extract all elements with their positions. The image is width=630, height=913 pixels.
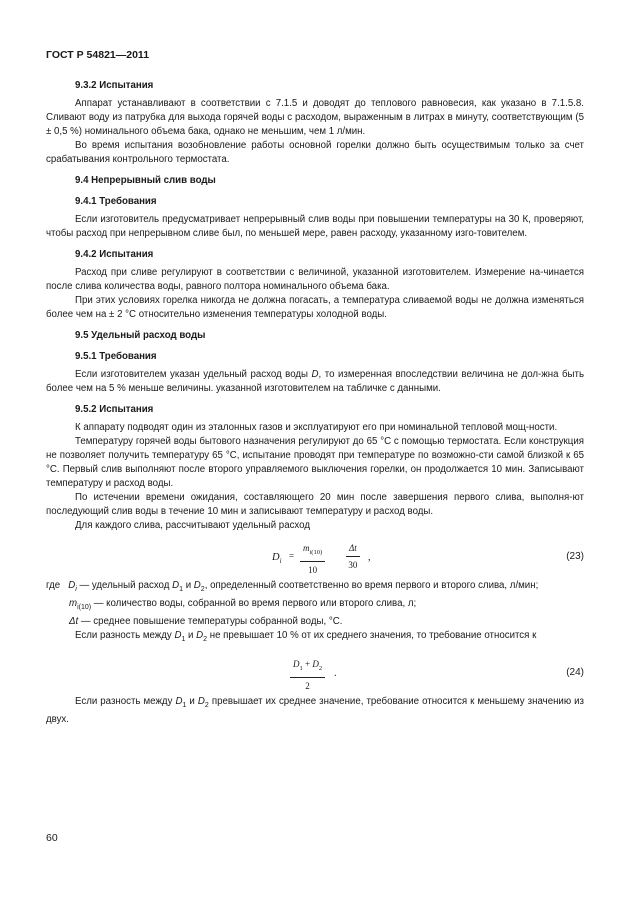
formula-period: . — [334, 667, 337, 679]
formula-comma: , — [368, 552, 371, 563]
section-heading-9-4-2: 9.4.2 Испытания — [75, 249, 154, 260]
section-heading-9-4-1: 9.4.1 Требования — [75, 196, 157, 207]
paragraph — [46, 368, 584, 396]
paragraph: Если разность между $D_1$ и $D_2$ превышает их среднее значение, требование относится к меньшему значению из двух. — [46, 695, 585, 725]
text-run: Если изготовителем указан удельный расход воды — [75, 369, 312, 380]
paragraph: Если изготовитель предусматривает непрерывный слив воды при повышении температуры на 30 К, проверяют, чтобы расход при непрерывном сливе был, по меньшей мере, равен расходу, указанному изго-товителем. — [46, 214, 584, 239]
page-content — [46, 79, 584, 727]
equals-sign: = — [289, 551, 295, 561]
formula-lhs: $D_i$ — [272, 552, 282, 566]
document-header: ГОСТ Р 54821—2011 — [46, 49, 150, 61]
paragraph: Во время испытания возобновление работы основной горелки должно быть осуществимым только за счет срабатывания контрольного термостата. — [46, 140, 584, 165]
paragraph: Для каждого слива, рассчитывают удельный расход — [75, 520, 310, 531]
formula-23 — [46, 541, 584, 575]
paragraph: Расход при сливе регулируют в соответствии с величиной, указанной изготовителем. Измерение на-чинается после слива количества воды, равного полтора номинального объема бака. — [46, 267, 584, 292]
legend-d: где $D_i$ — удельный расход $D_1$ и $D_2$, определенный соответственно во время первого и второго слива, л/мин; — [46, 580, 539, 593]
symbol-d: D — [311, 369, 319, 380]
paragraph: Если разность между $D_1$ и $D_2$ не превышает 10 % от их среднего значения, то требование относится к — [75, 629, 537, 643]
paragraph: По истечении времени ожидания, составляющего 20 мин после завершения первого слива, выполня-ют последующий слив воды в течение 10 мин и записывают температуру и расход воды. — [46, 492, 584, 517]
fraction-average: $\frac{D_1 + D_2}{2}$ — [290, 657, 325, 693]
section-heading-9-5: 9.5 Удельный расход воды — [75, 330, 206, 341]
paragraph: Температуру горячей воды бытового назначения регулируют до 65 °С с помощью термостата. Если конструкция не позволяет получить температуру 65 °С, испытание проводят при температуре по возможно-сти самой близкой к 65 °С. Первый слив выполняют после второго управляемого выключения горелки, он продолжается 10 мин. Записывают температуру и расход воды. — [46, 436, 584, 489]
legend-m: $m_{i(10)}$ — количество воды, собранной во время первого или второго слива, л; — [69, 597, 417, 611]
section-heading-9-3-2: 9.3.2 Испытания — [75, 80, 154, 91]
paragraph: К аппарату подводят один из эталонных газов и эксплуатируют его при номинальной тепловой мощ-ности. — [75, 422, 558, 433]
section-heading-9-5-2: 9.5.2 Испытания — [75, 404, 154, 415]
fraction-delta-t: $\frac{\Delta t}{30}$ — [346, 541, 360, 572]
formula-number-24: (24) — [566, 666, 584, 678]
formula-24 — [46, 657, 584, 691]
fraction-mass: $\frac{m_{i(10)}}{10}$ — [300, 541, 325, 577]
text-run: , то измеренная впоследствии величина не дол-жна быть более чем на 5 % меньше величины. указанной изготовителем на табличке с данными. — [46, 369, 584, 394]
section-heading-9-5-1: 9.5.1 Требования — [75, 351, 157, 362]
formula-number-23: (23) — [566, 551, 584, 562]
paragraph: Аппарат устанавливают в соответствии с 7.1.5 и доводят до теплового равновесия, как указано в 7.1.5.8. Сливают воду из патрубка для выхода горячей воды с расходом, выраженным в литрах в минуту, соответствующим (5 ± 0,5 %) номинального объема бака, однако не меньшим, чем 1 л/мин. — [46, 98, 584, 137]
legend-delta-t: Δt — среднее повышение температуры собранной воды, °С. — [69, 615, 343, 627]
page-number: 60 — [46, 832, 58, 844]
section-heading-9-4: 9.4 Непрерывный слив воды — [75, 175, 216, 186]
paragraph: При этих условиях горелка никогда не должна погасать, а температура сливаемой воды не должна изменяться более чем на ± 2 °С относительно изменения температуры холодной воды. — [46, 295, 584, 320]
